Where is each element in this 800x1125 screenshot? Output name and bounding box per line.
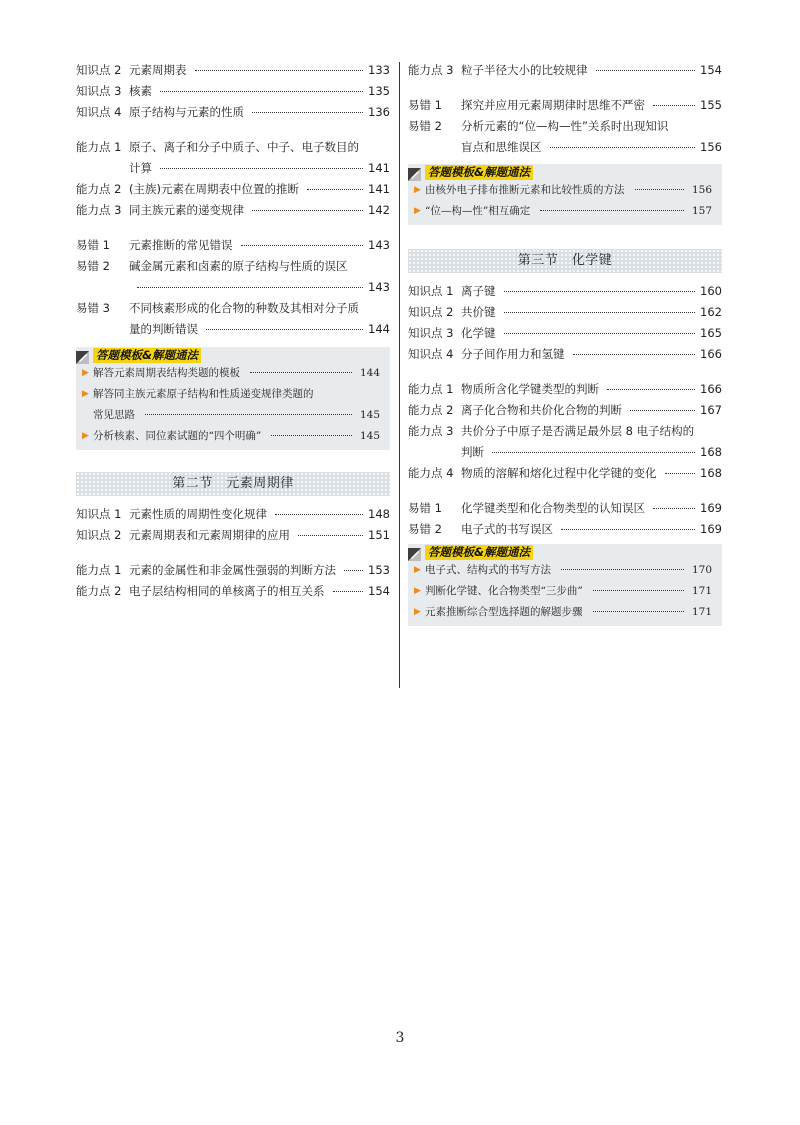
page-ref: 169 [700,501,722,515]
entry-label: 能力点 4 [408,466,454,480]
entry-label: 易错 2 [76,259,110,273]
entry-label: 易错 1 [76,238,110,252]
page-ref: 156 [691,184,712,196]
entry-line [129,277,390,298]
dot-leader [252,210,363,211]
dot-leader [596,70,696,71]
entry-label: 能力点 1 [76,140,122,154]
entry-line [129,179,390,200]
entry-body [129,60,390,81]
page-ref: 154 [700,63,722,77]
toc-group [76,560,390,602]
entry-body [461,498,722,519]
entry-body [129,581,390,602]
entry-label: 知识点 4 [76,105,122,119]
entry-line [129,298,390,319]
tip-item [76,384,390,426]
entry-body [129,298,390,340]
triangle-bullet-icon: ▶ [82,368,89,378]
dot-leader [271,435,352,436]
page-ref: 171 [691,606,712,618]
page-ref: 156 [700,140,722,154]
entry-title: 分析核素、同位素试题的“四个明确” [93,430,262,442]
entry-line [129,235,390,256]
entry-label: 知识点 1 [76,507,122,521]
entry-body [129,137,390,179]
dot-leader [252,112,363,113]
tip-body [425,201,712,222]
entry-title: 粒子半径大小的比较规律 [461,63,588,77]
entry-title: 物质所含化学键类型的判断 [461,382,599,396]
entry-line [129,60,390,81]
entry-body [461,281,722,302]
toc-entry [76,525,390,546]
tip-body [425,602,712,623]
page-ref: 153 [368,563,390,577]
entry-line [461,344,722,365]
entry-line [93,384,380,405]
entry-title: 核素 [129,84,152,98]
page-ref: 166 [700,382,722,396]
page-ref: 165 [700,326,722,340]
tips-title: 答题模板&解题通法 [425,545,533,560]
entry-line [93,405,380,426]
entry-line [425,560,712,581]
entry-title: 化学键 [461,326,496,340]
page-ref: 167 [700,403,722,417]
entry-title: 电子层结构相同的单核离子的相互关系 [129,584,325,598]
entry-label: 易错 2 [408,522,442,536]
toc-entry [408,95,722,116]
toc-entry [76,137,390,179]
entry-title: 同主族元素的递变规律 [129,203,244,217]
dot-leader [607,389,695,390]
entry-label: 能力点 3 [408,424,454,438]
entry-line [93,363,380,384]
page-ref: 171 [691,585,712,597]
entry-line [129,137,390,158]
entry-line [129,81,390,102]
page-ref: 144 [359,367,380,379]
tips-box [408,544,722,626]
toc-entry [408,463,722,484]
entry-label: 能力点 3 [408,63,454,77]
toc-left-column [76,60,390,602]
triangle-bullet-icon: ▶ [414,607,421,617]
toc-entry [408,344,722,365]
entry-label: 知识点 4 [408,347,454,361]
entry-line [129,102,390,123]
entry-title: 物质的溶解和熔化过程中化学键的变化 [461,466,657,480]
pencil-icon [408,166,421,179]
entry-body [129,525,390,546]
dot-leader [250,372,352,373]
triangle-bullet-icon: ▶ [414,185,421,195]
pencil-icon [408,546,421,559]
dot-leader [504,312,696,313]
toc-entry [76,560,390,581]
page-ref: 143 [368,280,390,294]
entry-title: 不同核素形成的化合物的种数及其相对分子质 [129,301,359,315]
entry-title: 判断化学键、化合物类型“三步曲” [425,585,583,597]
dot-leader [561,529,695,530]
entry-title: 由核外电子排布推断元素和比较性质的方法 [425,184,625,196]
entry-line [461,95,722,116]
entry-body [461,116,722,158]
toc-entry [76,581,390,602]
entry-line [461,463,722,484]
toc-entry [408,60,722,81]
toc-entry [408,400,722,421]
entry-label: 能力点 3 [76,203,122,217]
tip-body [425,180,712,201]
dot-leader [561,569,684,570]
entry-line [129,504,390,525]
entry-label: 知识点 2 [76,63,122,77]
entry-title: 电子式、结构式的书写方法 [425,564,551,576]
tips-header [408,544,722,560]
toc-entry [76,256,390,298]
dot-leader [275,514,363,515]
dot-leader [653,105,695,106]
tip-body [93,363,380,384]
tip-item [408,602,722,623]
tip-item [76,363,390,384]
toc-group [76,504,390,546]
triangle-bullet-icon: ▶ [414,586,421,596]
dot-leader [630,410,695,411]
triangle-bullet-icon: ▶ [414,565,421,575]
triangle-bullet-icon: ▶ [414,206,421,216]
dot-leader [504,333,696,334]
dot-leader [492,452,695,453]
entry-title: 常见思路 [93,409,135,421]
page-ref: 160 [700,284,722,298]
tips-box [76,347,390,450]
entry-label: 知识点 3 [76,84,122,98]
toc-entry [408,116,722,158]
toc-group [408,379,722,484]
entry-body [461,60,722,81]
entry-label: 易错 1 [408,98,442,112]
entry-title: 原子、离子和分子中质子、中子、电子数目的 [129,140,359,154]
entry-line [461,379,722,400]
dot-leader [333,591,364,592]
toc-entry [408,421,722,463]
toc-entry [408,498,722,519]
toc-right-column [408,60,722,626]
toc-group [76,60,390,123]
toc-entry [408,302,722,323]
page-ref: 168 [700,445,722,459]
entry-body [129,179,390,200]
entry-body [129,102,390,123]
toc-entry [408,519,722,540]
triangle-bullet-icon: ▶ [82,431,89,441]
entry-body [461,344,722,365]
section-title: 第二节 元素周期律 [76,472,390,496]
entry-title: 电子式的书写误区 [461,522,553,536]
page-ref: 135 [368,84,390,98]
toc-entry [76,179,390,200]
entry-line [93,426,380,447]
entry-label: 能力点 1 [76,563,122,577]
page-ref: 141 [368,182,390,196]
entry-body [129,504,390,525]
entry-title: 分析元素的“位—构—性”关系时出现知识 [461,119,669,133]
tips-title: 答题模板&解题通法 [425,165,533,180]
entry-body [461,302,722,323]
toc-entry [408,323,722,344]
entry-title: 探究并应用元素周期律时思维不严密 [461,98,645,112]
entry-line [461,281,722,302]
entry-body [461,421,722,463]
entry-label: 能力点 2 [408,403,454,417]
page-ref: 144 [368,322,390,336]
entry-line [461,498,722,519]
entry-title: 碱金属元素和卤素的原子结构与性质的误区 [129,259,348,273]
entry-title: 解答元素周期表结构类题的模板 [93,367,240,379]
dot-leader [160,91,363,92]
entry-body [461,463,722,484]
toc-entry [76,235,390,256]
page-ref: 154 [368,584,390,598]
entry-line [461,116,722,137]
entry-title: 离子化合物和共价化合物的判断 [461,403,622,417]
entry-title: “位—构—性”相互确定 [425,205,531,217]
entry-body [461,323,722,344]
entry-body [129,256,390,298]
page-ref: 148 [368,507,390,521]
column-divider [399,62,400,688]
entry-label: 易错 2 [408,119,442,133]
entry-line [129,158,390,179]
entry-line [425,180,712,201]
page-ref: 166 [700,347,722,361]
page-ref: 157 [691,205,712,217]
toc-entry [76,60,390,81]
tips-title: 答题模板&解题通法 [93,348,201,363]
tip-item [408,180,722,201]
entry-title: 元素推断综合型选择题的解题步骤 [425,606,583,618]
tip-item [408,581,722,602]
entry-label: 能力点 1 [408,382,454,396]
entry-line [129,581,390,602]
entry-body [129,200,390,221]
toc-entry [408,281,722,302]
entry-label: 知识点 2 [408,305,454,319]
dot-leader [653,508,695,509]
tip-item [408,201,722,222]
entry-title: 计算 [129,161,152,175]
toc-entry [76,200,390,221]
pencil-icon [76,349,89,362]
entry-title: 共价分子中原子是否满足最外层 8 电子结构的 [461,424,695,438]
entry-line [425,201,712,222]
section-title: 第三节 化学键 [408,249,722,273]
entry-body [129,81,390,102]
toc-entry [408,379,722,400]
dot-leader [593,590,684,591]
entry-label: 知识点 1 [408,284,454,298]
page-ref: 142 [368,203,390,217]
entry-title: 元素推断的常见错误 [129,238,233,252]
entry-title: 元素周期表和元素周期律的应用 [129,528,290,542]
page-ref: 145 [359,409,380,421]
entry-body [129,235,390,256]
toc-group [76,137,390,221]
dot-leader [540,210,684,211]
entry-line [461,137,722,158]
entry-body [461,519,722,540]
dot-leader [206,329,363,330]
dot-leader [298,535,363,536]
entry-line [129,256,390,277]
page-ref: 168 [700,466,722,480]
page-ref: 162 [700,305,722,319]
entry-title: 解答同主族元素原子结构和性质递变规律类题的 [93,388,314,400]
toc-entry [76,81,390,102]
dot-leader [137,287,363,288]
page-ref: 155 [700,98,722,112]
page-ref: 136 [368,105,390,119]
triangle-bullet-icon: ▶ [82,389,89,399]
page-ref: 141 [368,161,390,175]
entry-title: 离子键 [461,284,496,298]
entry-line [129,525,390,546]
entry-body [129,560,390,581]
dot-leader [504,291,696,292]
toc-group [76,235,390,340]
toc-group [408,60,722,81]
entry-line [461,421,722,442]
entry-line [461,442,722,463]
page-ref: 151 [368,528,390,542]
toc-entry [76,102,390,123]
entry-body [461,379,722,400]
entry-label: 能力点 2 [76,584,122,598]
entry-line [461,519,722,540]
page-ref: 133 [368,63,390,77]
toc-group [408,281,722,365]
entry-label: 易错 1 [408,501,442,515]
tips-header [76,347,390,363]
entry-label: 易错 3 [76,301,110,315]
page-ref: 145 [359,430,380,442]
entry-body [461,400,722,421]
entry-title: (主族)元素在周期表中位置的推断 [129,182,299,196]
entry-line [461,60,722,81]
dot-leader [145,414,352,415]
toc-group [408,95,722,158]
dot-leader [344,570,363,571]
tip-item [76,426,390,447]
dot-leader [550,147,696,148]
entry-title: 共价键 [461,305,496,319]
entry-title: 量的判断错误 [129,322,198,336]
entry-line [129,319,390,340]
dot-leader [665,473,696,474]
dot-leader [195,70,364,71]
page-ref: 169 [700,522,722,536]
entry-title: 盲点和思维误区 [461,140,542,154]
entry-label: 知识点 2 [76,528,122,542]
entry-line [129,200,390,221]
entry-title: 判断 [461,445,484,459]
toc-group [408,498,722,540]
tip-body [425,560,712,581]
tips-header [408,164,722,180]
tips-box [408,164,722,225]
entry-title: 元素周期表 [129,63,187,77]
dot-leader [593,611,684,612]
entry-line [461,400,722,421]
toc-entry [76,298,390,340]
entry-body [461,95,722,116]
dot-leader [573,354,696,355]
tip-body [425,581,712,602]
dot-leader [307,189,363,190]
entry-line [461,302,722,323]
entry-label: 能力点 2 [76,182,122,196]
page-ref: 143 [368,238,390,252]
toc-entry [76,504,390,525]
dot-leader [241,245,364,246]
tip-body [93,384,380,426]
entry-line [425,581,712,602]
entry-title: 分子间作用力和氢键 [461,347,565,361]
page-number: 3 [395,1030,405,1046]
entry-title: 原子结构与元素的性质 [129,105,244,119]
entry-title: 元素性质的周期性变化规律 [129,507,267,521]
entry-label: 知识点 3 [408,326,454,340]
page-ref: 170 [691,564,712,576]
entry-line [129,560,390,581]
tip-body [93,426,380,447]
dot-leader [160,168,363,169]
entry-title: 化学键类型和化合物类型的认知误区 [461,501,645,515]
dot-leader [635,189,684,190]
tip-item [408,560,722,581]
entry-line [425,602,712,623]
entry-title: 元素的金属性和非金属性强弱的判断方法 [129,563,336,577]
entry-line [461,323,722,344]
